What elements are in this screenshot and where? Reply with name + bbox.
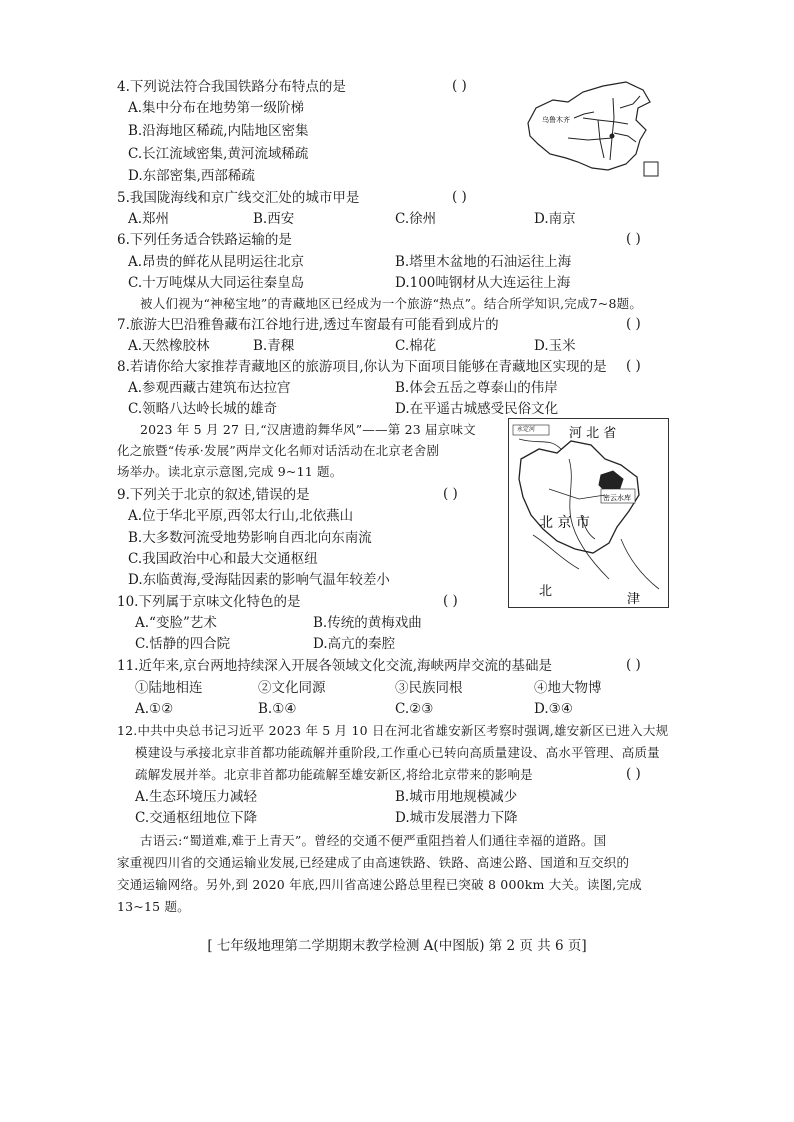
q7-stem: 7.旅游大巴沿雅鲁藏布江谷地行进,透过车窗最有可能看到成片的 [117,317,499,333]
q11-statement-4: ④地大物博 [534,680,602,696]
q8-option-c: C.领略八达岭长城的雄奇 [128,401,278,417]
intro-13-15-line1: 古语云:“蜀道难,难于上青天”。曾经的交通不便严重阻挡着人们通往幸福的道路。国 [140,833,607,848]
q11-answer-paren[interactable]: ( ) [626,657,641,673]
intro-9-11-line2: 化之旅暨“传承·发展”两岸文化名师对话活动在北京老舍剧 [117,443,440,458]
intro-7-8: 被人们视为“神秘宝地”的青藏地区已经成为一个旅游“热点”。结合所学知识,完成7~8题。 [140,296,643,311]
q8-option-a: A.参观西藏古建筑布达拉宫 [128,380,291,396]
q10-option-b: B.传统的黄梅戏曲 [313,615,422,631]
q9-option-d: D.东临黄海,受海陆因素的影响气温年较差小 [128,572,390,588]
q4-option-c: C.长江流域密集,黄河流域稀疏 [128,146,309,162]
q10-answer-paren[interactable]: ( ) [443,593,458,609]
q12-stem-line3: 疏解发展并举。北京非首都功能疏解至雄安新区,将给北京带来的影响是 [135,767,533,782]
q11-option-c: C.②③ [395,701,434,717]
q6-option-c: C.十万吨煤从大同运往秦皇岛 [128,275,305,291]
q12-option-c: C.交通枢纽地位下降 [135,810,258,826]
q5-option-a: A.郑州 [128,211,170,227]
q12-answer-paren[interactable]: ( ) [626,766,641,782]
north-label: 北 [539,584,553,599]
q11-statement-3: ③民族同根 [395,680,463,696]
q4-option-d: D.东部密集,西部稀疏 [128,168,255,184]
q11-statement-2: ②文化同源 [258,680,326,696]
intro-13-15-line4: 13~15 题。 [117,899,190,914]
q12-option-a: A.生态环境压力减轻 [135,789,258,805]
q4-option-a: A.集中分布在地势第一级阶梯 [128,100,305,116]
q11-statement-1: ①陆地相连 [135,680,203,696]
beijing-outline-figure [509,419,668,607]
q10-option-d: D.高亢的秦腔 [313,636,396,652]
intro-13-15-line2: 家重视四川省的交通运输业发展,已经建成了由高速铁路、铁路、高速公路、国道和互交织的 [117,855,630,870]
china-outline-figure [508,78,668,183]
hebei-label: 河 北 省 [569,426,617,441]
q10-option-c: C.恬静的四合院 [135,636,231,652]
china-railway-map [508,78,668,183]
q10-option-a: A.“变脸”艺术 [135,615,217,631]
q9-option-a: A.位于华北平原,西邻太行山,北依燕山 [128,508,354,524]
q11-option-a: A.①② [135,701,174,717]
q12-stem-line1: 12.中共中央总书记习近平 2023 年 5 月 10 日在河北省雄安新区考察时强调,雄安新区已进入大规 [117,723,669,738]
q5-option-d: D.南京 [534,211,576,227]
q10-stem: 10.下列属于京味文化特色的是 [117,594,301,610]
q6-stem: 6.下列任务适合铁路运输的是 [117,232,292,248]
q8-option-b: B.体会五岳之尊泰山的伟岸 [395,380,558,396]
q8-answer-paren[interactable]: ( ) [626,358,641,374]
beijing-map [508,418,669,608]
q9-option-b: B.大多数河流受地势影响自西北向东南流 [128,530,372,546]
q9-option-c: C.我国政治中心和最大交通枢纽 [128,551,318,567]
q6-option-b: B.塔里木盆地的石油运往上海 [395,254,572,270]
page-footer: [ 七年级地理第二学期期末教学检测 A(中图版) 第 2 页 共 6 页] [207,938,587,954]
intro-13-15-line3: 交通运输网络。另外,到 2020 年底,四川省高速公路总里程已突破 8 000km 大关。读图,完成 [117,877,642,892]
q12-option-b: B.城市用地规模减少 [395,789,518,805]
q5-option-b: B.西安 [253,211,295,227]
urumqi-label: 乌鲁木齐 [542,116,570,124]
q11-option-d: D.③④ [534,701,573,717]
intro-9-11-line3: 场举办。读北京示意图,完成 9~11 题。 [117,464,343,479]
q12-stem-line2: 模建设与承接北京非首都功能疏解并重阶段,工作重心已转向高质量建设、高水平管理、高质量 [135,745,660,760]
tianjin-label: 津 [627,592,641,607]
q6-option-a: A.昂贵的鲜花从昆明运往北京 [128,254,305,270]
q7-option-c: C.棉花 [395,338,437,354]
q6-option-d: D.100吨钢材从大连运往上海 [395,275,571,291]
q11-option-b: B.①④ [258,701,297,717]
q4-answer-paren[interactable]: ( ) [452,78,467,94]
miyun-reservoir-label: 密云水库 [603,494,631,502]
q6-answer-paren[interactable]: ( ) [626,231,641,247]
q7-answer-paren[interactable]: ( ) [626,316,641,332]
beijing-city-label: 北 京 市 [539,515,590,531]
q8-stem: 8.若请你给大家推荐青藏地区的旅游项目,你认为下面项目能够在青藏地区实现的是 [117,359,607,375]
intro-9-11-line1: 2023 年 5 月 27 日,“汉唐遗韵舞华风”——第 23 届京味文 [140,422,476,437]
q5-answer-paren[interactable]: ( ) [452,189,467,205]
q9-answer-paren[interactable]: ( ) [443,486,458,502]
q11-stem: 11.近年来,京台两地持续深入开展各领域文化交流,海峡两岸交流的基础是 [117,658,553,674]
yongding-river-label: 永定河 [517,426,536,433]
q9-stem: 9.下列关于北京的叙述,错误的是 [117,487,310,503]
q7-option-b: B.青稞 [253,338,295,354]
q12-option-d: D.城市发展潜力下降 [395,810,518,826]
q4-option-b: B.沿海地区稀疏,内陆地区密集 [128,123,309,139]
q7-option-d: D.玉米 [534,338,576,354]
q4-stem: 4.下列说法符合我国铁路分布特点的是 [117,79,346,95]
q5-option-c: C.徐州 [395,211,437,227]
q5-stem: 5.我国陇海线和京广线交汇处的城市甲是 [117,190,360,206]
q8-option-d: D.在平遥古城感受民俗文化 [395,401,559,417]
q7-option-a: A.天然橡胶林 [128,338,210,354]
